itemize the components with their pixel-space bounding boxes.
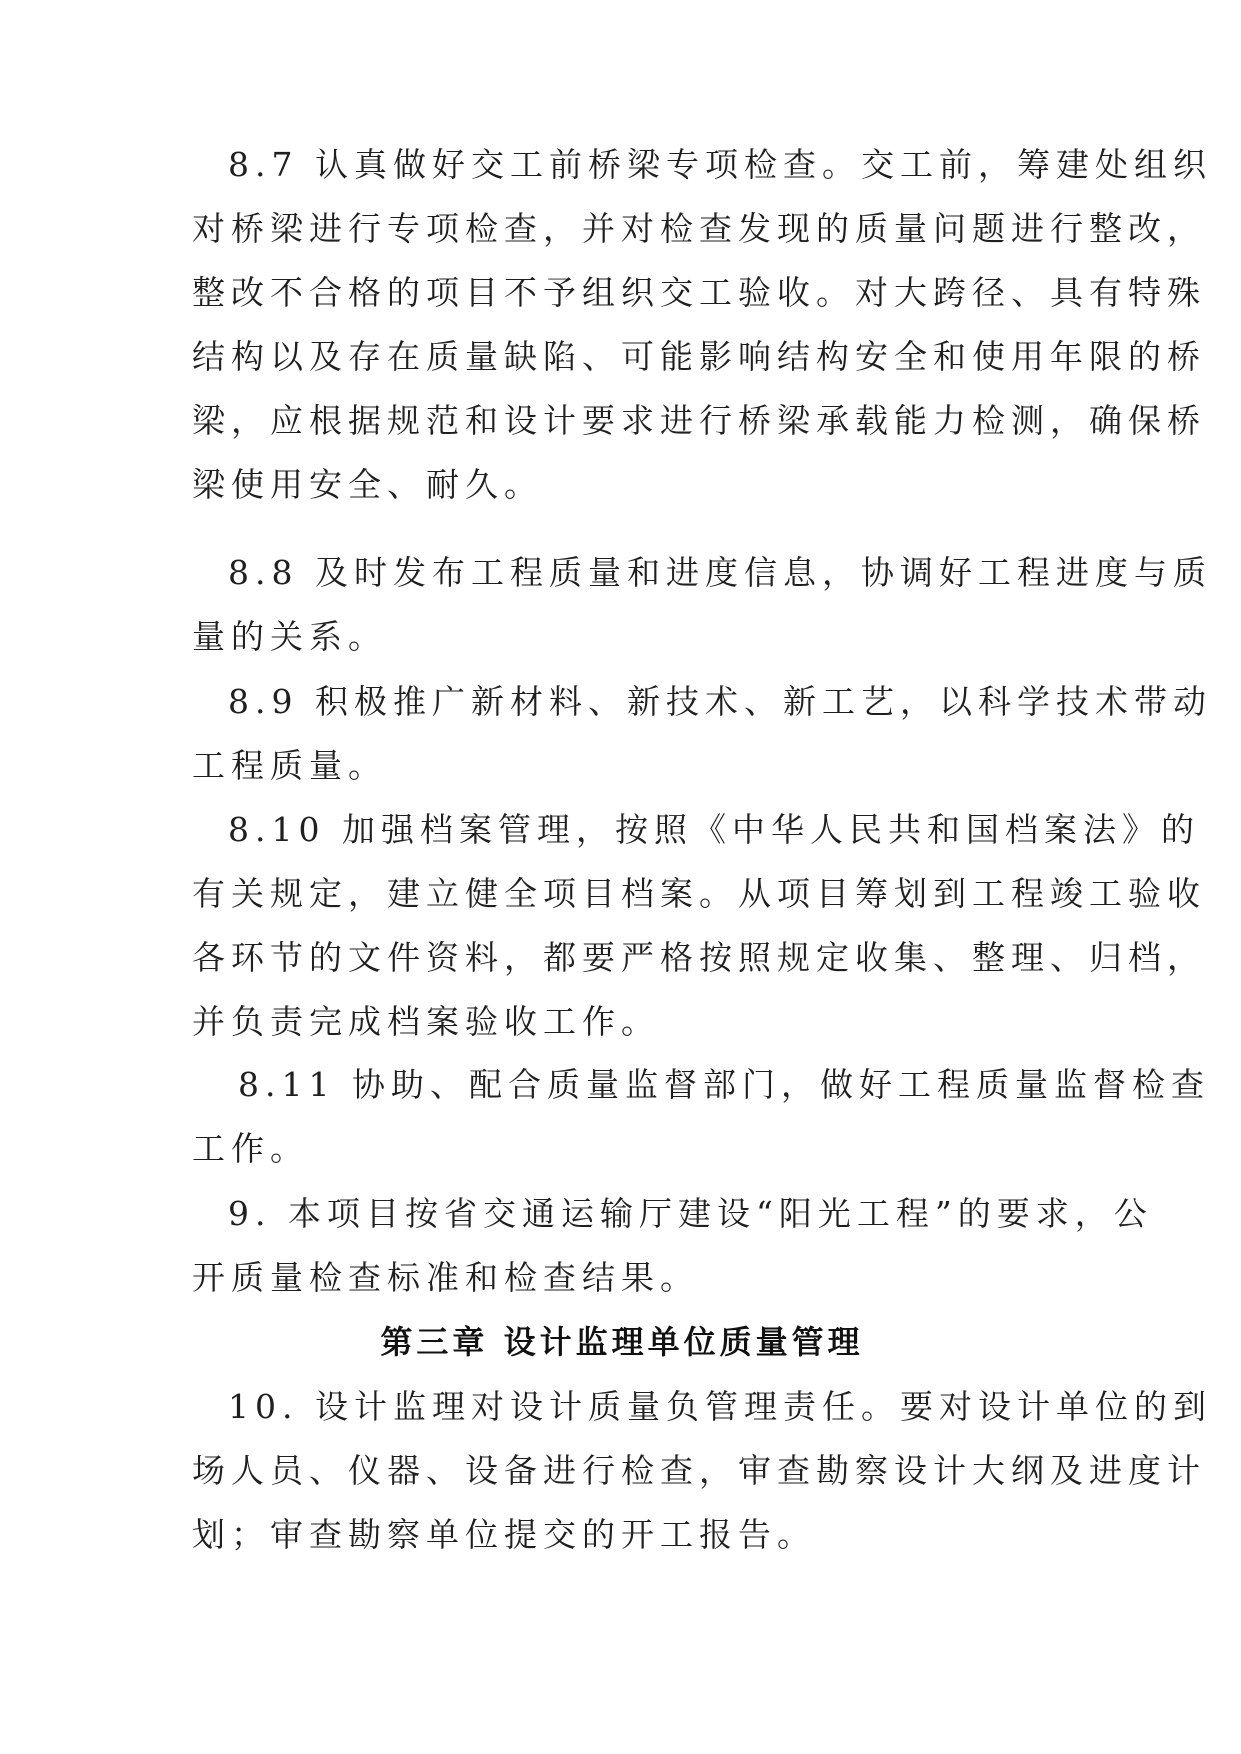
paragraph-line: 10. 设计监理对设计质量负管理责任。要对设计单位的到 (228, 1387, 1212, 1426)
paragraph-line: 梁，应根据规范和设计要求进行桥梁承载能力检测，确保桥 (192, 401, 1206, 440)
paragraph-8-10 (192, 798, 1206, 1054)
paragraph-line: 划；审查勘察单位提交的开工报告。 (192, 1515, 816, 1554)
paragraph-line: 开质量检查标准和检查结果。 (192, 1258, 699, 1297)
paragraph-line: 量的关系。 (192, 617, 387, 656)
paragraph-8-8 (192, 541, 1212, 669)
paragraph-line: 梁使用安全、耐久。 (192, 465, 543, 504)
paragraph-8-7 (192, 133, 1212, 517)
paragraph-line: 8.8 及时发布工程质量和进度信息，协调好工程进度与质 (228, 553, 1212, 592)
paragraph-line: 有关规定，建立健全项目档案。从项目筹划到工程竣工验收 (192, 874, 1206, 913)
paragraph-line: 结构以及存在质量缺陷、可能影响结构安全和使用年限的桥 (192, 337, 1206, 376)
paragraph-line: 场人员、仪器、设备进行检查，审查勘察设计大纲及进度计 (192, 1451, 1206, 1490)
paragraph-line: 工作。 (192, 1129, 309, 1168)
paragraph-line: 整改不合格的项目不予组织交工验收。对大跨径、具有特殊 (192, 273, 1206, 312)
paragraph-line: 工程质量。 (192, 746, 387, 785)
paragraph-line: 8.9 积极推广新材料、新技术、新工艺，以科学技术带动 (228, 682, 1212, 721)
chapter-heading: 第三章 设计监理单位质量管理 (380, 1323, 864, 1361)
paragraph-9 (192, 1182, 1153, 1310)
paragraph-line: 9. 本项目按省交通运输厅建设“阳光工程”的要求，公 (228, 1194, 1153, 1233)
paragraph-line: 8.7 认真做好交工前桥梁专项检查。交工前，筹建处组织 (228, 145, 1212, 184)
paragraph-line: 各环节的文件资料，都要严格按照规定收集、整理、归档， (192, 938, 1206, 977)
paragraph-10 (192, 1375, 1212, 1567)
paragraph-line: 8.11 协助、配合质量监督部门，做好工程质量监督检查 (238, 1065, 1210, 1104)
paragraph-line: 对桥梁进行专项检查，并对检查发现的质量问题进行整改， (192, 209, 1206, 248)
paragraph-line: 8.10 加强档案管理，按照《中华人民共和国档案法》的 (228, 810, 1200, 849)
paragraph-8-9 (192, 670, 1212, 798)
paragraph-line: 并负责完成档案验收工作。 (192, 1002, 660, 1041)
paragraph-8-11 (192, 1053, 1210, 1181)
